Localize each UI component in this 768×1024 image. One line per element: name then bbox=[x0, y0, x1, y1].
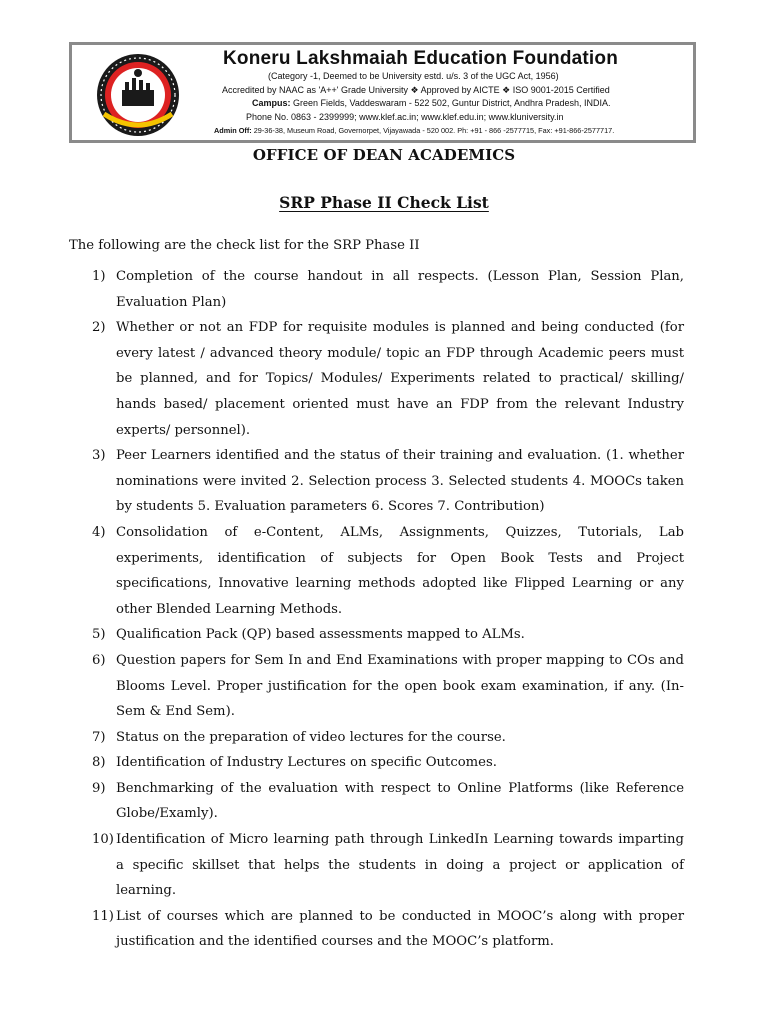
list-item-text: Consolidation of e-Content, ALMs, Assignments, Quizzes, Tutorials, Lab experiments, identification of subjects for Open Book Tests and Project specifications, Innovative learning methods adopted like Flipped Learning or any other Blended Learning Methods. bbox=[116, 524, 684, 617]
list-item-text: Peer Learners identified and the status of their training and evaluation. (1. whether nominations were invited 2. Selection process 3. Selected students 4. MOOCs taken by students 5. Evaluation parameters 6. Scores 7. Contribution) bbox=[116, 448, 684, 515]
document-title bbox=[0, 193, 768, 212]
list-item bbox=[69, 443, 684, 520]
list-item-number: 8) bbox=[92, 755, 106, 771]
org-phone: Phone No. 0863 - 2399999; www.klef.ac.in; www.klef.edu.in; www.kluniversity.in bbox=[246, 111, 564, 122]
org-accreditation: Accredited by NAAC as 'A++' Grade University ❖ Approved by AICTE ❖ ISO 9001-2015 Certified bbox=[222, 84, 610, 95]
list-item bbox=[69, 648, 684, 725]
list-item bbox=[69, 264, 684, 315]
list-item-text: Qualification Pack (QP) based assessments mapped to ALMs. bbox=[116, 627, 525, 643]
list-item-number: 11) bbox=[92, 908, 114, 924]
list-item bbox=[69, 904, 684, 955]
list-item bbox=[69, 315, 684, 443]
list-item-number: 1) bbox=[92, 269, 106, 284]
list-item bbox=[69, 520, 684, 622]
list-item-text: Identification of Industry Lectures on specific Outcomes. bbox=[116, 755, 497, 771]
org-category: (Category -1, Deemed to be University estd. u/s. 3 of the UGC Act, 1956) bbox=[268, 71, 559, 81]
list-item-number: 10) bbox=[92, 832, 114, 848]
list-item-text: Question papers for Sem In and End Examinations with proper mapping to COs and Blooms Level. Proper justification for the open book exam examination, if any. (In-Sem & End Sem). bbox=[116, 652, 684, 720]
list-item bbox=[69, 622, 684, 648]
campus-label: Campus: bbox=[252, 98, 291, 108]
list-item-text: Identification of Micro learning path through LinkedIn Learning towards imparting a specific skillset that helps the students in doing a project or application of learning. bbox=[116, 832, 684, 899]
list-item-text: Whether or not an FDP for requisite modules is planned and being conducted (for every latest / advanced theory module/ topic an FDP through Academic peers must be planned, and for Topics/ Modules/ Experiments related to practical/ skilling/ hands based/ placement oriented must have an FDP from the relevant Industry experts/ personnel). bbox=[116, 320, 684, 438]
list-item-text: Status on the preparation of video lectures for the course. bbox=[116, 729, 506, 745]
org-campus bbox=[222, 97, 692, 111]
letterhead bbox=[69, 42, 696, 143]
intro-text: The following are the check list for the SRP Phase II bbox=[69, 238, 420, 253]
list-item-number: 7) bbox=[92, 729, 106, 745]
list-item-text: Benchmarking of the evaluation with respect to Online Platforms (like Reference Globe/Examly). bbox=[116, 780, 684, 822]
list-item-number: 3) bbox=[92, 448, 106, 464]
list-item-number: 5) bbox=[92, 627, 106, 643]
org-admin-office bbox=[214, 124, 692, 137]
admin-address: 29-36-38, Museum Road, Governorpet, Vijayawada - 520 002. Ph: +91 - 866 -2577715, Fax: +91-866-2577717. bbox=[251, 126, 615, 135]
list-item bbox=[69, 776, 684, 827]
campus-address: Green Fields, Vaddeswaram - 522 502, Guntur District, Andhra Pradesh, INDIA. bbox=[290, 98, 611, 108]
list-item-number: 4) bbox=[92, 524, 106, 540]
university-logo-icon bbox=[82, 52, 194, 138]
list-item-number: 2) bbox=[92, 320, 106, 336]
list-item-text: Completion of the course handout in all respects. (Lesson Plan, Session Plan, Evaluation Plan) bbox=[116, 269, 684, 310]
office-title: OFFICE OF DEAN ACADEMICS bbox=[252, 146, 516, 164]
list-item-number: 9) bbox=[92, 780, 106, 796]
list-item bbox=[69, 750, 684, 776]
list-item bbox=[69, 725, 684, 751]
list-item-number: 6) bbox=[92, 652, 106, 668]
document-title-text: SRP Phase II Check List bbox=[279, 193, 489, 212]
admin-label: Admin Off: bbox=[214, 126, 252, 135]
checklist bbox=[69, 264, 684, 955]
list-item bbox=[69, 827, 684, 904]
org-name: Koneru Lakshmaiah Education Foundation bbox=[223, 48, 619, 69]
list-item-text: List of courses which are planned to be conducted in MOOC’s along with proper justification and the identified courses and the MOOC’s platform. bbox=[116, 908, 684, 950]
